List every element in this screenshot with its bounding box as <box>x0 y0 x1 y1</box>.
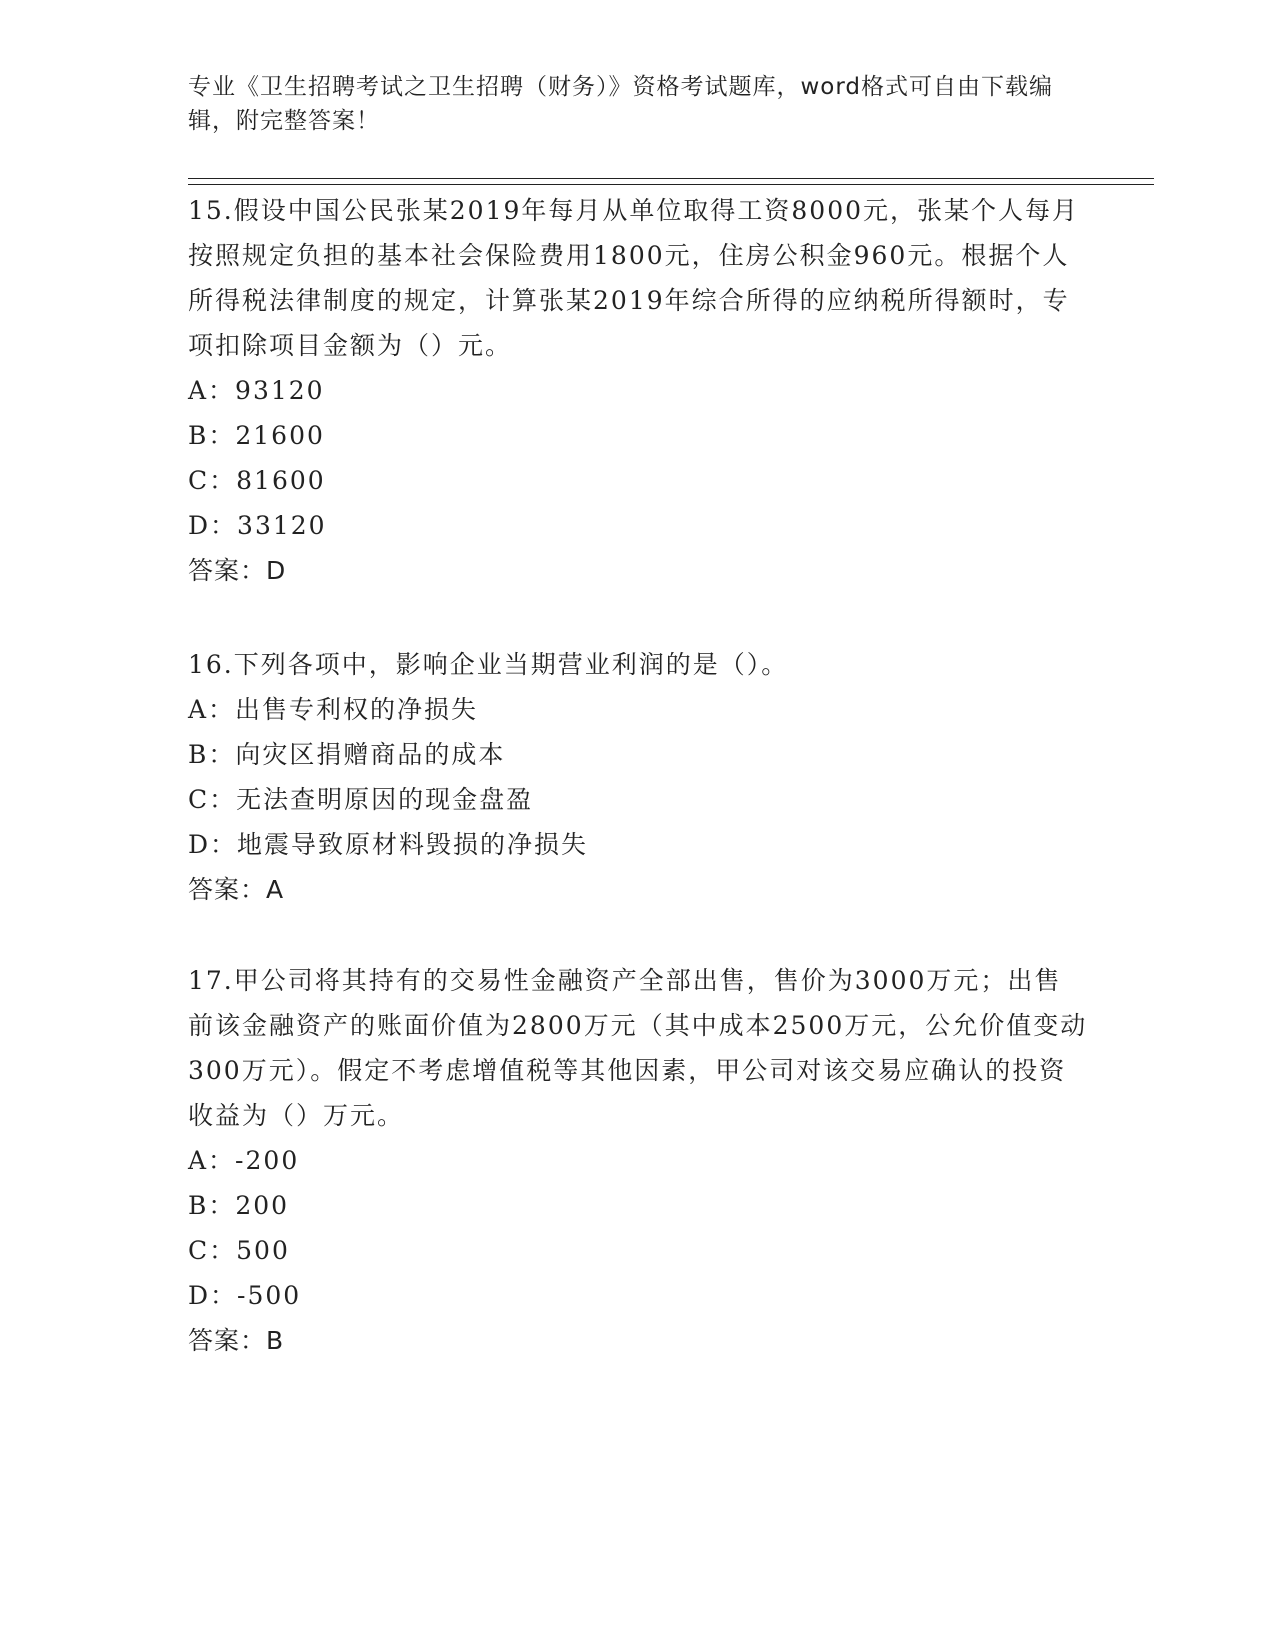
answer-line: 答案：B <box>188 1326 285 1355</box>
answer-line: 答案：D <box>188 556 287 585</box>
option-a: A：-200 <box>188 1146 300 1175</box>
option-d: D：-500 <box>188 1281 302 1310</box>
option-c: C：无法查明原因的现金盘盈 <box>188 785 534 814</box>
document-header: 专业《卫生招聘考试之卫生招聘（财务）》资格考试题库，word格式可自由下载编辑，附完整答案！ <box>188 74 1054 134</box>
option-b: B：200 <box>188 1191 290 1220</box>
header-divider-top <box>188 178 1154 179</box>
option-b: B：21600 <box>188 421 325 450</box>
option-c: C：500 <box>188 1236 290 1265</box>
question-16 <box>188 642 1088 912</box>
option-c: C：81600 <box>188 466 326 495</box>
question-stem: 16.下列各项中，影响企业当期营业利润的是（）。 <box>188 650 789 679</box>
question-stem: 17.甲公司将其持有的交易性金融资产全部出售，售价为3000万元；出售前该金融资产的账面价值为2800万元（其中成本2500万元，公允价值变动300万元）。假定不考虑增值税等其他因素，甲公司对该交易应确认的投资收益为（）万元。 <box>188 966 1088 1130</box>
option-a: A：出售专利权的净损失 <box>188 695 479 724</box>
answer-line: 答案：A <box>188 875 285 904</box>
option-a: A：93120 <box>188 376 325 405</box>
option-d: D：地震导致原材料毁损的净损失 <box>188 830 589 859</box>
question-stem: 15.假设中国公民张某2019年每月从单位取得工资8000元，张某个人每月按照规定负担的基本社会保险费用1800元，住房公积金960元。根据个人所得税法律制度的规定，计算张某2019年综合所得的应纳税所得额时，专项扣除项目金额为（）元。 <box>188 196 1080 360</box>
question-15 <box>188 188 1088 593</box>
option-d: D：33120 <box>188 511 327 540</box>
question-17 <box>188 958 1088 1363</box>
option-b: B：向灾区捐赠商品的成本 <box>188 740 506 769</box>
header-divider-bottom <box>188 184 1154 185</box>
